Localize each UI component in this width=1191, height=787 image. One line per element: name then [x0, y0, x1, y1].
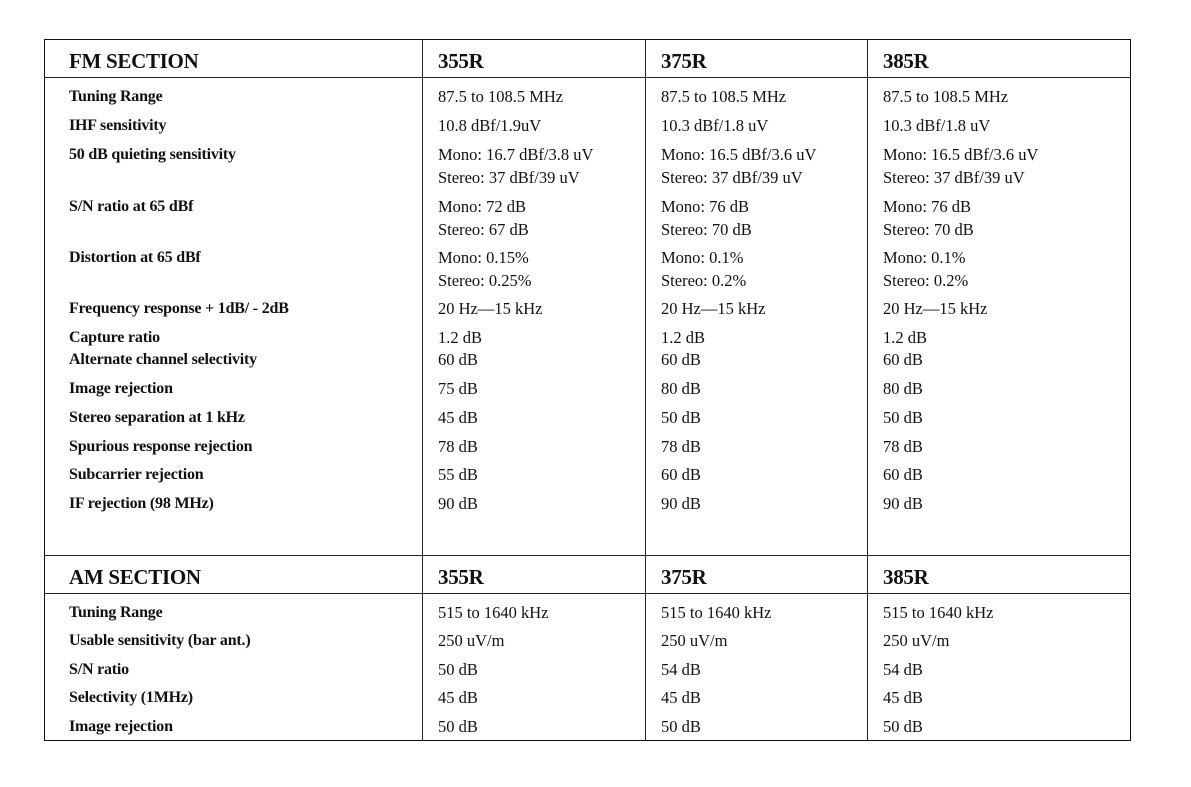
spec-value-line: Mono: 76 dB [661, 197, 750, 216]
spec-value-line: 80 dB [883, 379, 923, 398]
spec-value-line: 54 dB [883, 660, 923, 679]
spec-value-line: 90 dB [661, 494, 701, 513]
spec-value-line: 45 dB [883, 688, 923, 707]
spec-label: Image rejection [69, 718, 173, 735]
spec-value-line: 90 dB [438, 494, 478, 513]
spec-value [438, 297, 542, 320]
spec-label: Distortion at 65 dBf [69, 249, 201, 266]
spec-value-line: 1.2 dB [883, 328, 928, 347]
spec-value-line: 60 dB [883, 350, 923, 369]
spec-value [438, 348, 478, 371]
spec-value-line: 50 dB [438, 660, 478, 679]
spec-value [883, 114, 990, 137]
spec-value [883, 658, 923, 681]
spec-value [661, 377, 701, 400]
spec-value-line: 87.5 to 108.5 MHz [661, 87, 787, 106]
spec-value-line: 80 dB [661, 379, 701, 398]
spec-value-line: 60 dB [661, 465, 701, 484]
spec-value [883, 715, 923, 738]
spec-label: S/N ratio [69, 661, 129, 678]
spec-value-line: 515 to 1640 kHz [883, 603, 994, 622]
spec-value [438, 195, 529, 241]
spec-value-line: Mono: 0.1% [883, 248, 966, 267]
spec-value [883, 406, 923, 429]
spec-label: Subcarrier rejection [69, 466, 204, 483]
spec-value-line: 515 to 1640 kHz [661, 603, 772, 622]
spec-value [661, 246, 746, 292]
fm-model-header: 355R [438, 49, 484, 73]
spec-value-line: 515 to 1640 kHz [438, 603, 549, 622]
spec-value-line: 50 dB [661, 717, 701, 736]
spec-value-line: 250 uV/m [661, 631, 728, 650]
spec-value-line: 87.5 to 108.5 MHz [883, 87, 1009, 106]
spec-value-line: 1.2 dB [438, 328, 483, 347]
spec-label: Tuning Range [69, 88, 163, 105]
spec-value [438, 715, 478, 738]
spec-value [438, 686, 478, 709]
spec-value-line: 78 dB [438, 437, 478, 456]
spec-value [438, 601, 548, 624]
spec-label: Stereo separation at 1 kHz [69, 409, 245, 426]
spec-value-line: Mono: 0.15% [438, 248, 529, 267]
fm-model-header: 375R [661, 49, 707, 73]
spec-value-line: Stereo: 37 dBf/39 uV [438, 168, 580, 187]
spec-label: Frequency response + 1dB/ - 2dB [69, 300, 289, 317]
spec-value-line: Mono: 0.1% [661, 248, 744, 267]
spec-value [661, 715, 701, 738]
spec-value-line: 60 dB [438, 350, 478, 369]
spec-value [438, 435, 478, 458]
spec-label: Capture ratio [69, 329, 160, 346]
spec-value [883, 377, 923, 400]
fm-section-title: FM SECTION [69, 49, 199, 73]
spec-value-line: Mono: 72 dB [438, 197, 527, 216]
spec-value-line: 10.3 dBf/1.8 uV [883, 116, 991, 135]
spec-value [883, 326, 927, 349]
spec-value-line: 10.8 dBf/1.9uV [438, 116, 542, 135]
spec-value [438, 629, 504, 652]
spec-value-line: 10.3 dBf/1.8 uV [661, 116, 769, 135]
fm-model-header: 385R [883, 49, 929, 73]
spec-value [661, 143, 816, 189]
spec-value-line: 20 Hz—15 kHz [438, 299, 543, 318]
am-model-header: 355R [438, 565, 484, 589]
spec-label: IF rejection (98 MHz) [69, 495, 214, 512]
spec-value [661, 492, 701, 515]
spec-value-line: Stereo: 0.25% [438, 271, 532, 290]
spec-value [661, 348, 701, 371]
spec-value [661, 435, 701, 458]
spec-value-line: 50 dB [661, 408, 701, 427]
spec-value-line: Mono: 16.5 dBf/3.6 uV [661, 145, 817, 164]
am-section [45, 555, 1130, 742]
spec-value [883, 143, 1038, 189]
spec-value-line: 50 dB [883, 408, 923, 427]
spec-value-line: Mono: 16.7 dBf/3.8 uV [438, 145, 594, 164]
spec-value [438, 114, 541, 137]
spec-table [44, 39, 1131, 741]
spec-value-line: 55 dB [438, 465, 478, 484]
spec-value-line: 78 dB [883, 437, 923, 456]
spec-value-line: 60 dB [883, 465, 923, 484]
spec-value-line: Stereo: 0.2% [883, 271, 969, 290]
spec-value [661, 686, 701, 709]
spec-value-line: 78 dB [661, 437, 701, 456]
spec-value [438, 246, 531, 292]
spec-value-line: Stereo: 37 dBf/39 uV [883, 168, 1025, 187]
spec-value-line: 45 dB [438, 688, 478, 707]
spec-value-line: Stereo: 67 dB [438, 220, 529, 239]
spec-value [661, 463, 701, 486]
spec-value [883, 686, 923, 709]
spec-value-line: 1.2 dB [661, 328, 706, 347]
am-model-header: 385R [883, 565, 929, 589]
am-section-title: AM SECTION [69, 565, 201, 589]
spec-value [438, 377, 478, 400]
spec-value [438, 143, 593, 189]
spec-value-line: 60 dB [661, 350, 701, 369]
spec-value-line: 75 dB [438, 379, 478, 398]
spec-value-line: 45 dB [438, 408, 478, 427]
spec-value [438, 463, 478, 486]
spec-value [438, 326, 482, 349]
spec-value [661, 406, 701, 429]
spec-value [883, 629, 949, 652]
am-model-header: 375R [661, 565, 707, 589]
spec-value [883, 85, 1008, 108]
spec-value [883, 435, 923, 458]
spec-value-line: Stereo: 70 dB [661, 220, 752, 239]
spec-value-line: 45 dB [661, 688, 701, 707]
spec-value [661, 114, 768, 137]
spec-value [438, 85, 563, 108]
spec-value [883, 601, 993, 624]
spec-label: S/N ratio at 65 dBf [69, 198, 194, 215]
spec-value-line: 54 dB [661, 660, 701, 679]
spec-label: 50 dB quieting sensitivity [69, 146, 236, 163]
spec-label: Spurious response rejection [69, 438, 253, 455]
spec-value [883, 246, 968, 292]
spec-value [883, 348, 923, 371]
spec-value-line: 50 dB [883, 717, 923, 736]
spec-value [661, 658, 701, 681]
spec-value-line: Stereo: 70 dB [883, 220, 974, 239]
spec-value [661, 601, 771, 624]
spec-value-line: 250 uV/m [883, 631, 950, 650]
spec-label: Usable sensitivity (bar ant.) [69, 632, 251, 649]
spec-value-line: 50 dB [438, 717, 478, 736]
spec-value [661, 326, 705, 349]
spec-value [883, 492, 923, 515]
spec-value [883, 195, 974, 241]
spec-value-line: 20 Hz—15 kHz [883, 299, 988, 318]
spec-value [438, 406, 478, 429]
spec-label: Alternate channel selectivity [69, 351, 257, 368]
fm-section [45, 40, 1130, 555]
spec-value [438, 492, 478, 515]
spec-value [661, 195, 752, 241]
spec-value-line: Stereo: 37 dBf/39 uV [661, 168, 803, 187]
spec-value-line: 250 uV/m [438, 631, 505, 650]
spec-label: Selectivity (1MHz) [69, 689, 193, 706]
spec-value-line: Stereo: 0.2% [661, 271, 747, 290]
spec-value-line: 87.5 to 108.5 MHz [438, 87, 564, 106]
spec-value [661, 85, 786, 108]
spec-value [661, 629, 727, 652]
spec-value-line: Mono: 16.5 dBf/3.6 uV [883, 145, 1039, 164]
spec-value [883, 297, 987, 320]
spec-label: IHF sensitivity [69, 117, 167, 134]
spec-value [661, 297, 765, 320]
spec-value-line: 90 dB [883, 494, 923, 513]
spec-label: Image rejection [69, 380, 173, 397]
spec-value [438, 658, 478, 681]
spec-label: Tuning Range [69, 604, 163, 621]
spec-value-line: 20 Hz—15 kHz [661, 299, 766, 318]
spec-value [883, 463, 923, 486]
spec-value-line: Mono: 76 dB [883, 197, 972, 216]
